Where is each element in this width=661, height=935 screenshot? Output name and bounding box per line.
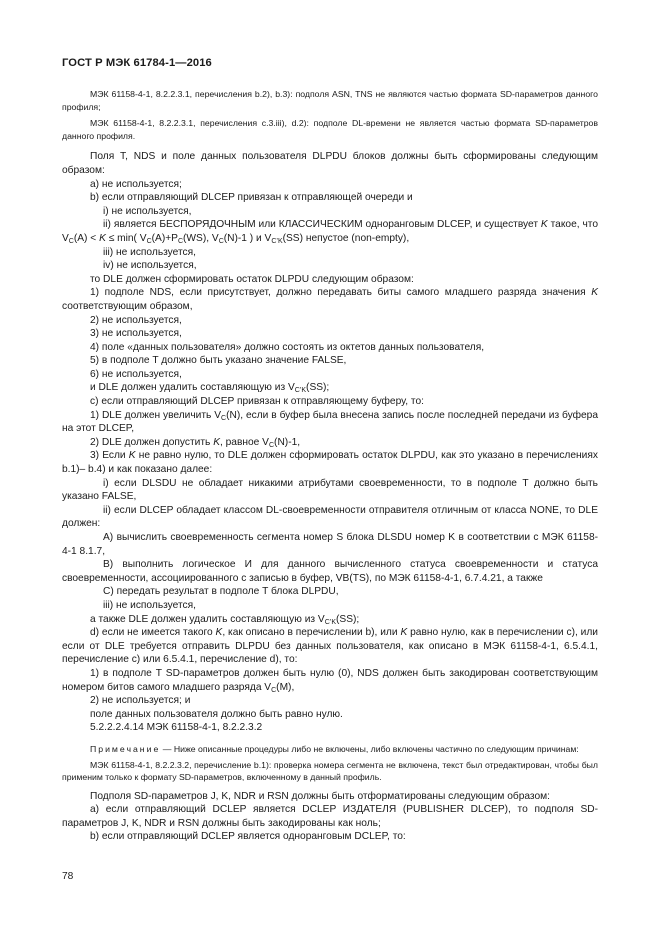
body-intro: Поля T, NDS и поле данных пользователя DLPDU блоков должны быть сформированы следующим образом: <box>62 151 598 176</box>
page-number: 78 <box>62 871 74 882</box>
item-d-2: 2) не используется; и <box>90 695 191 707</box>
note-top-1: МЭК 61158-4-1, 8.2.2.3.1, перечисления b.2), b.3): подполя ASN, TNS не являются частью формата SD-параметров данного профиля; <box>62 89 598 112</box>
item-c-3-C: C) передать результат в подполе T блока DLPDU, <box>103 586 339 598</box>
rest-1: 1) подполе NDS, если присутствует, должно передавать биты самого младшего разряда значения K соответствующим образом, <box>62 287 598 312</box>
dle-rest: то DLE должен сформировать остаток DLPDU следующим образом: <box>90 273 414 285</box>
item-c-1: 1) DLE должен увеличить $V_C(N)$, если в буфер была внесена запись после последней передачи из буфера на этот DLCEP, <box>62 409 598 435</box>
item-b-iv: iv) не используется, <box>103 260 197 272</box>
item-a: a) не используется; <box>90 178 182 190</box>
rest-6: 6) не используется, <box>90 368 182 380</box>
item-c-2: 2) DLE должен допустить K, равное $V_C(N)-1$, <box>90 436 301 449</box>
item-c-3-B: B) выполнить логическое И для данного вычисленного статуса своевременности и статуса своевременности, ассоциированного с записью в буфер, VB(TS), по МЭК 61158-4-1, 6.7.4.21, а также <box>62 559 598 584</box>
item-c-3-i: i) если DLSDU не обладает никакими атрибутами своевременности, то в подполе T должно быть указано FALSE, <box>62 477 598 503</box>
rest-dle-remove: и DLE должен удалить составляющую из $V_{C’K}(SS)$; <box>90 382 330 395</box>
item-b-i: i) не используется, <box>103 205 192 217</box>
tail-intro: Подполя SD-параметров J, K, NDR и RSN должны быть отформатированы следующим образом: <box>90 790 550 802</box>
tail-b: b) если отправляющий DCLEP является одноранговым DCLEP, то: <box>90 831 406 843</box>
note-block: Примечание — Ниже описанные процедуры либо не включены, либо включены частично по следующим причинам: <box>90 743 579 754</box>
tail-a: a) если отправляющий DCLEP является DCLEP ИЗДАТЕЛЯ (PUBLISHER DLCEP), то подполя SD-параметров J, K, NDR и RSN должны быть закодированы как ноль; <box>62 804 598 829</box>
rest-2: 2) не используется, <box>90 314 182 326</box>
item-c-3-A: A) вычислить своевременность сегмента номер S блока DLSDU номер K в соответствии с МЭК 61158-4-1 8.1.7, <box>62 532 598 557</box>
page-header-title: ГОСТ Р МЭК 61784-1—2016 <box>62 57 212 69</box>
item-c-3-iii: iii) не используется, <box>103 599 196 611</box>
item-b-iii: iii) не используется, <box>103 246 196 258</box>
item-b-ii: ii) является БЕСПОРЯДОЧНЫМ или КЛАССИЧЕСКИМ одноранговым DLCEP, и существует K такое, что $V_C(A) < K \le \min$( $V_C(A)+P_C(WS)$, $V_C(N)-1$ ) и $V_{C’K}(SS)$ непустое (non-empty), <box>62 219 598 245</box>
item-c-3-also: а также DLE должен удалить составляющую из $V_{C’K}(SS)$; <box>90 613 360 626</box>
item-d: d) если не имеется такого K, как описано в перечислении b), или K равно нулю, как в перечислении c), или если от DLE требуется отправить DLPDU без данных пользователя, как описано в МЭК 61158-4-1, 6.5.4.1, перечисление c) или 6.5.4.1, перечисление d), то: <box>62 627 598 666</box>
page-content <box>62 88 598 844</box>
rest-3: 3) не используется, <box>90 328 182 340</box>
rest-4: 4) поле «данных пользователя» должно состоять из октетов данных пользователя, <box>90 341 485 353</box>
rest-5: 5) в подполе T должно быть указано значение FALSE, <box>90 355 347 367</box>
note-top-2: МЭК 61158-4-1, 8.2.2.3.1, перечисления c.3.iii), d.2): подполе DL-времени не является частью формата SD-параметров данного профиля. <box>62 118 598 141</box>
item-d-1: 1) в подполе T SD-параметров должен быть нулю (0), NDS должен быть закодирован соответствующим номером битов самого младшего разряда $V_C(M)$, <box>62 667 598 694</box>
item-c-3-ii: ii) если DLCEP обладает классом DL-своевременности отправителя отличным от класса NONE, то DLE должен: <box>62 504 598 530</box>
item-b: b) если отправляющий DLCEP привязан к отправляющей очереди и <box>90 192 413 204</box>
note-label: Примечание <box>90 743 161 754</box>
item-d-field: поле данных пользователя должно быть равно нулю. <box>90 708 343 720</box>
section-heading: 5.2.2.2.4.14 МЭК 61158-4-1, 8.2.2.3.2 <box>90 722 263 734</box>
item-c: c) если отправляющий DLCEP привязан к отправляющему буферу, то: <box>90 396 424 408</box>
note-detail: МЭК 61158-4-1, 8.2.2.3.2, перечисление b.1): проверка номера сегмента не включена, текст был отредактирован, чтобы был применим только к формату SD-параметров, включенному в данный профиль. <box>62 759 598 783</box>
item-c-3: 3) Если K не равно нулю, то DLE должен сформировать остаток DLPDU, как это указано в перечислениях b.1)– b.4) и как показано далее: <box>62 450 598 476</box>
